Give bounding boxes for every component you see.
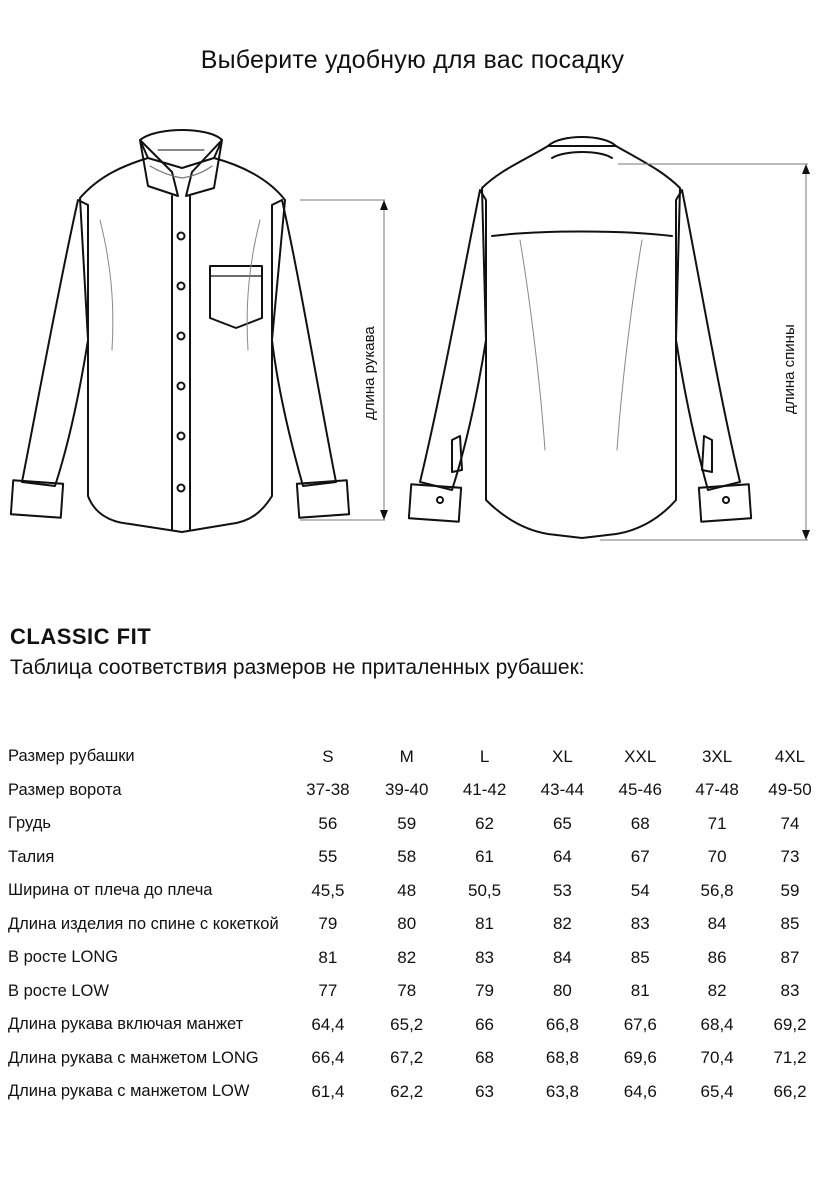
table-row bbox=[8, 908, 825, 942]
table-cell: 81 bbox=[318, 947, 338, 967]
table-cell: 61,4 bbox=[311, 1081, 345, 1101]
table-cell: 83 bbox=[630, 914, 650, 934]
table-cell: 84 bbox=[707, 914, 727, 934]
table-cell: 55 bbox=[318, 847, 338, 867]
table-row bbox=[8, 1075, 825, 1109]
table-cell: 59 bbox=[397, 813, 417, 833]
table-cell: 67,2 bbox=[390, 1048, 424, 1068]
shirt-illustration bbox=[0, 120, 825, 560]
table-cell: 79 bbox=[318, 914, 338, 934]
table-cell: 80 bbox=[397, 914, 417, 934]
table-cell: S bbox=[322, 746, 334, 766]
sleeve-length-label: длина рукава bbox=[361, 326, 378, 420]
table-cell: 45-46 bbox=[618, 780, 662, 800]
table-cell: 66,8 bbox=[545, 1014, 579, 1034]
table-cell: 77 bbox=[318, 981, 338, 1001]
table-row bbox=[8, 874, 825, 908]
row-label: В росте LOW bbox=[8, 981, 109, 1000]
table-cell: 85 bbox=[630, 947, 650, 967]
table-row bbox=[8, 774, 825, 808]
table-cell: 68,4 bbox=[700, 1014, 734, 1034]
table-cell: 56,8 bbox=[700, 880, 734, 900]
table-cell: 59 bbox=[780, 880, 800, 900]
table-cell: 61 bbox=[475, 847, 495, 867]
table-cell: 70 bbox=[707, 847, 727, 867]
table-cell: XL bbox=[552, 746, 573, 766]
table-row bbox=[8, 1042, 825, 1076]
table-cell: 78 bbox=[397, 981, 417, 1001]
row-label: Длина рукава с манжетом LOW bbox=[8, 1082, 250, 1101]
table-cell: 58 bbox=[397, 847, 417, 867]
table-cell: 4XL bbox=[774, 746, 806, 766]
table-cell: 66 bbox=[475, 1014, 495, 1034]
fit-title: CLASSIC FIT bbox=[10, 624, 152, 649]
table-cell: 63 bbox=[475, 1081, 495, 1101]
row-label: Длина рукава включая манжет bbox=[8, 1015, 244, 1034]
table-cell: 64,4 bbox=[311, 1014, 345, 1034]
table-cell: 39-40 bbox=[384, 780, 429, 800]
table-cell: 66,2 bbox=[773, 1081, 807, 1101]
table-cell: 70,4 bbox=[700, 1048, 734, 1068]
size-table bbox=[8, 740, 825, 1109]
table-cell: 68,8 bbox=[545, 1048, 579, 1068]
table-cell: M bbox=[399, 746, 414, 766]
table-cell: 79 bbox=[475, 981, 495, 1001]
front-shirt-drawing bbox=[11, 130, 349, 532]
table-cell: 65,4 bbox=[700, 1081, 734, 1101]
table-row bbox=[8, 1008, 825, 1042]
table-cell: 64,6 bbox=[623, 1081, 657, 1101]
table-cell: 67,6 bbox=[623, 1014, 657, 1034]
table-cell: 83 bbox=[780, 981, 800, 1001]
table-cell: 37-38 bbox=[306, 780, 350, 800]
table-cell: 54 bbox=[630, 880, 650, 900]
table-cell: 53 bbox=[552, 880, 572, 900]
page-title: Выберите удобную для вас посадку bbox=[200, 46, 625, 74]
row-label: Ширина от плеча до плеча bbox=[8, 881, 213, 900]
table-cell: 69,2 bbox=[773, 1014, 807, 1034]
table-cell: 68 bbox=[475, 1048, 495, 1068]
table-row bbox=[8, 975, 825, 1009]
table-cell: 47-48 bbox=[695, 780, 739, 800]
table-cell: 50,5 bbox=[468, 880, 502, 900]
table-cell: 63,8 bbox=[545, 1081, 579, 1101]
back-length-label: длина спины bbox=[781, 324, 798, 414]
table-cell: 86 bbox=[707, 947, 727, 967]
table-cell: 71,2 bbox=[773, 1048, 807, 1068]
table-cell: 82 bbox=[707, 981, 727, 1001]
row-label: В росте LONG bbox=[8, 948, 119, 967]
table-cell: L bbox=[479, 746, 490, 766]
row-label: Длина изделия по спине с кокеткой bbox=[8, 914, 279, 933]
table-cell: 65,2 bbox=[390, 1014, 424, 1034]
table-cell: 71 bbox=[707, 813, 727, 833]
row-label: Талия bbox=[8, 847, 55, 866]
table-cell: 48 bbox=[397, 880, 417, 900]
table-cell: 85 bbox=[780, 914, 800, 934]
table-cell: 74 bbox=[780, 813, 800, 833]
table-cell: 80 bbox=[552, 981, 572, 1001]
table-cell: 49-50 bbox=[768, 780, 812, 800]
table-cell: XXL bbox=[624, 746, 657, 766]
table-cell: 83 bbox=[475, 947, 495, 967]
row-label: Грудь bbox=[8, 814, 51, 833]
table-cell: 45,5 bbox=[311, 880, 345, 900]
table-cell: 66,4 bbox=[311, 1048, 345, 1068]
table-cell: 68 bbox=[630, 813, 650, 833]
table-cell: 69,6 bbox=[623, 1048, 657, 1068]
table-row bbox=[8, 841, 825, 875]
table-cell: 64 bbox=[552, 847, 572, 867]
row-label: Размер рубашки bbox=[8, 747, 135, 766]
table-cell: 67 bbox=[630, 847, 650, 867]
table-cell: 73 bbox=[780, 847, 800, 867]
table-cell: 41-42 bbox=[462, 780, 507, 800]
table-subtitle: Таблица соответствия размеров не приталенных рубашек: bbox=[10, 656, 585, 679]
table-row bbox=[8, 941, 825, 975]
back-shirt-drawing bbox=[409, 137, 751, 538]
table-cell: 62 bbox=[475, 813, 495, 833]
table-cell: 56 bbox=[318, 813, 338, 833]
table-cell: 82 bbox=[552, 914, 572, 934]
row-label: Длина рукава с манжетом LONG bbox=[8, 1048, 259, 1067]
table-cell: 43-44 bbox=[540, 780, 585, 800]
table-cell: 81 bbox=[475, 914, 495, 934]
table-row bbox=[8, 740, 825, 774]
row-label: Размер ворота bbox=[8, 780, 122, 799]
table-cell: 81 bbox=[630, 981, 650, 1001]
table-row bbox=[8, 807, 825, 841]
table-cell: 65 bbox=[552, 813, 572, 833]
table-cell: 84 bbox=[552, 947, 572, 967]
table-cell: 62,2 bbox=[390, 1081, 424, 1101]
table-cell: 82 bbox=[397, 947, 417, 967]
table-cell: 87 bbox=[780, 947, 800, 967]
table-cell: 3XL bbox=[701, 746, 733, 766]
